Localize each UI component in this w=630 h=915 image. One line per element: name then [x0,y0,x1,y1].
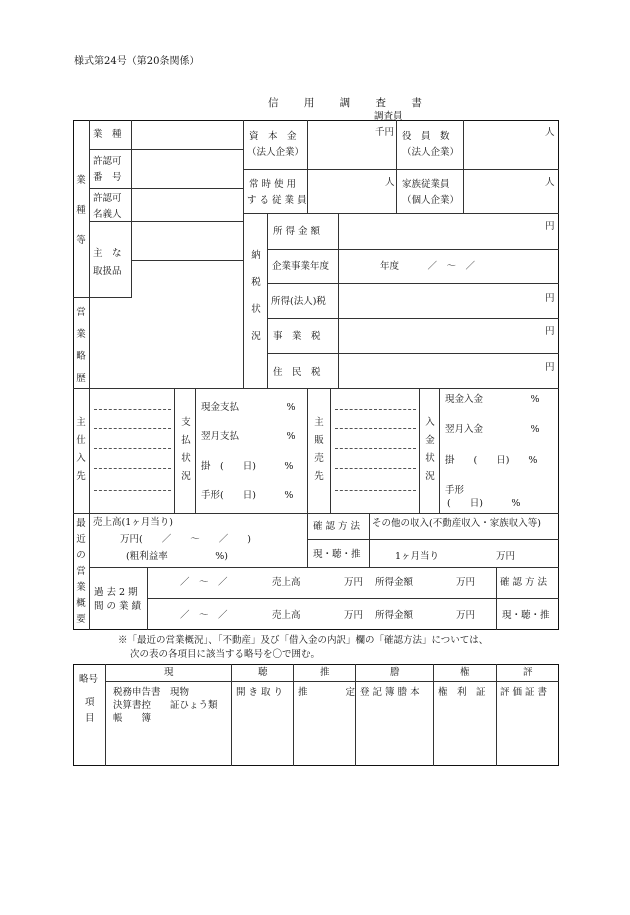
family-employees-unit: 人 [545,177,555,188]
payment-cash: 現金支払 % [201,402,296,413]
legend-cell-genbutsu-2: 決算書控 証ひょう類 [113,700,218,711]
business-type-label-1: 業 [76,175,86,186]
legend-cell-sui-1: 推 定 [298,687,356,698]
receipt-status-label-3: 状 [425,453,435,464]
legend-cell-ken-1: 権 利 証 [438,687,486,698]
other-income-label: その他の収入(不動産収入・家族収入等) [372,518,541,529]
regular-employees-unit: 人 [385,177,395,188]
customers-line-3 [335,448,416,449]
recent-business-label-1: 最 [76,518,86,529]
legend-cell-tou-1: 登 記 簿 謄 本 [360,687,420,698]
industry-field[interactable] [132,120,244,150]
legend-col-sui [294,664,356,766]
customers-line-2 [335,428,416,429]
capital-label: 資 本 金 [249,131,297,142]
tax-status-label-2: 税 [251,277,261,288]
legend-corner-bottom-1: 項 [85,697,95,708]
tax-status-label-4: 況 [251,331,261,342]
tax-status-label-3: 状 [251,304,261,315]
suppliers-label-1: 主 [76,417,86,428]
receipt-status-label-4: 況 [425,471,435,482]
past-income-label-2: 所得金額 [375,610,414,621]
past-income-unit-1: 万円 [456,577,476,588]
past-performance-label-1: 過 去 2 期 [94,587,138,598]
legend-header-hyou: 評 [523,667,533,678]
payment-next-month: 翌月支払 % [201,431,296,442]
past-confirm-label: 確 認 方 法 [500,577,548,588]
tax-row-corporate-tax-label: 所得(法人)税 [271,296,326,307]
past-sales-unit-2: 万円 [344,610,364,621]
suppliers-line-5 [94,490,171,491]
note-line-1: ※「最近の営業概況」、「不動産」及び「借入金の内訳」欄の「確認方法」については、 [118,635,489,646]
document-title: 信 用 調 査 書 [268,97,433,109]
tax-row-income-field[interactable] [339,214,559,250]
officers-label: 役 員 数 [402,131,450,142]
past-income-label-1: 所得金額 [375,577,414,588]
customers-list-field[interactable] [331,388,420,513]
tax-row-resident-tax-unit: 円 [545,362,555,373]
legend-cell-genbutsu-1: 税務申告書 現物 [113,687,190,698]
industry-label: 業 種 [93,129,122,140]
tax-status-label-1: 納 [251,250,261,261]
receipt-cash: 現金入金 % [445,394,540,405]
recent-business-label-5: 業 [76,582,86,593]
business-history-label-4: 歴 [76,373,86,384]
suppliers-list-field[interactable] [90,388,175,513]
tax-row-fiscal-year-value: 年度 ／ ～ ／ [380,261,476,272]
tax-row-fiscal-year-label: 企業事業年度 [272,261,330,272]
customers-label-2: 販 [314,435,324,446]
past-sales-label-2: 売上高 [272,610,301,621]
license-holder-label-1: 許認可 [93,193,122,204]
past-sales-unit-1: 万円 [344,577,364,588]
capital-sub: （法人企業） [247,147,305,158]
suppliers-line-1 [94,409,171,410]
legend-header-ken: 権 [460,667,470,678]
main-products-label-cell [90,222,132,298]
note-line-2: 次の表の各項目に該当する略号を〇で囲む。 [130,649,321,660]
customers-label-3: 売 [314,453,324,464]
tax-row-resident-tax-label: 住 民 税 [273,367,321,378]
legend-col-chou [232,664,294,766]
sales-confirm-value: 現・聴・推 [313,549,361,560]
gross-margin: (粗利益率 %) [126,551,228,562]
tax-row-business-tax-field[interactable] [339,319,559,354]
customers-line-5 [335,490,416,491]
legend-header-tou: 謄 [390,667,400,678]
business-type-label-3: 等 [76,235,86,246]
investigator-label: 調査員 [374,111,403,122]
tax-row-resident-tax-field[interactable] [339,354,559,388]
receipt-next-month: 翌月入金 % [445,424,540,435]
legend-corner-top: 略号 [79,674,99,685]
license-no-label-2: 番 号 [93,172,122,183]
tax-row-income-unit: 円 [545,221,555,232]
suppliers-label-2: 仕 [76,435,86,446]
business-history-label-2: 業 [76,329,86,340]
recent-business-label-4: 営 [76,566,86,577]
business-history-label-1: 営 [76,307,86,318]
regular-employees-label-2: す る 従 業 員 [247,195,307,206]
legend-cell-chou-1: 開 き 取 り [236,687,284,698]
tax-row-corporate-tax-field[interactable] [339,284,559,319]
capital-unit: 千円 [375,127,395,138]
officers-label-cell [397,120,464,170]
receipt-status-label-1: 入 [425,417,435,428]
payment-status-label-3: 状 [181,453,191,464]
payment-status-label-4: 況 [181,471,191,482]
main-products-label-2: 取扱品 [93,266,122,277]
past-income-unit-2: 万円 [456,610,476,621]
suppliers-label-3: 入 [76,453,86,464]
suppliers-label-4: 先 [76,471,86,482]
form-number: 様式第24号（第20条関係） [74,56,200,67]
receipt-bill-value: ( 日) % [447,498,521,509]
regular-employees-field[interactable] [308,170,397,214]
recent-business-label-7: 要 [76,614,86,625]
customers-label-1: 主 [314,417,324,428]
other-income-value: 1ヶ月当り 万円 [395,551,516,562]
past-sales-label-1: 売上高 [272,577,301,588]
legend-col-tou [356,664,434,766]
main-products-divider [132,260,244,261]
family-employees-label: 家族従業員 [402,179,450,190]
tax-row-business-tax-label: 事 業 税 [273,331,321,342]
legend-cell-hyou-1: 評 価 証 書 [500,687,548,698]
payment-status-label-1: 支 [181,417,191,428]
payment-credit: 掛 ( 日) % [201,461,294,472]
legend-header-chou: 聴 [258,667,268,678]
legend-cell-genbutsu-3: 帳 簿 [113,713,152,724]
legend-col-hyou [497,664,559,766]
suppliers-line-2 [94,428,171,429]
recent-business-label-2: 近 [76,534,86,545]
regular-employees-label-1: 常 時 使 用 [249,179,297,190]
recent-business-label-6: 概 [76,598,86,609]
license-holder-field[interactable] [132,189,244,222]
license-no-field[interactable] [132,150,244,189]
license-holder-label-2: 名義人 [93,209,122,220]
sales-confirm-label: 確 認 方 法 [313,521,361,532]
tax-row-corporate-tax-unit: 円 [545,293,555,304]
business-history-label-3: 略 [76,351,86,362]
receipt-bill-label: 手形 [445,485,465,496]
legend-corner-bottom-2: 目 [85,713,95,724]
business-type-label-2: 種 [76,205,86,216]
customers-line-1 [335,409,416,410]
license-no-label-1: 許認可 [93,156,122,167]
payment-bill: 手形( 日) % [201,490,294,501]
past-confirm-value: 現・聴・推 [502,610,550,621]
officers-unit: 人 [545,127,555,138]
officers-sub: （法人企業） [402,147,460,158]
family-employees-sub: （個人企業） [402,195,460,206]
payment-status-label-2: 払 [181,435,191,446]
monthly-sales-label: 売上高(1ヶ月当り) [93,517,173,528]
customers-label-4: 先 [314,471,324,482]
past-period-2: ／ ～ ／ [180,610,228,621]
past-performance-label-2: 間 の 業 績 [94,601,142,612]
legend-col-ken [434,664,497,766]
suppliers-line-4 [94,468,171,469]
family-employees-label-cell [397,170,464,214]
past-period-1: ／ ～ ／ [180,577,228,588]
receipt-credit: 掛 ( 日) % [445,455,538,466]
capital-label-cell [244,120,308,170]
tax-row-income-label: 所 得 金 額 [273,226,321,237]
past-performance-label-cell [90,568,148,630]
monthly-sales-range: 万円( ／ ～ ／ ) [120,534,251,545]
customers-line-4 [335,468,416,469]
suppliers-line-3 [94,448,171,449]
recent-business-label-3: の [76,550,86,561]
legend-header-genbutsu: 現 [164,667,174,678]
legend-header-sui: 推 [320,667,330,678]
tax-row-business-tax-unit: 円 [545,326,555,337]
business-history-field[interactable] [90,298,244,388]
regular-employees-label-cell [244,170,308,214]
receipt-status-label-2: 金 [425,435,435,446]
main-products-label-1: 主 な [93,248,122,259]
